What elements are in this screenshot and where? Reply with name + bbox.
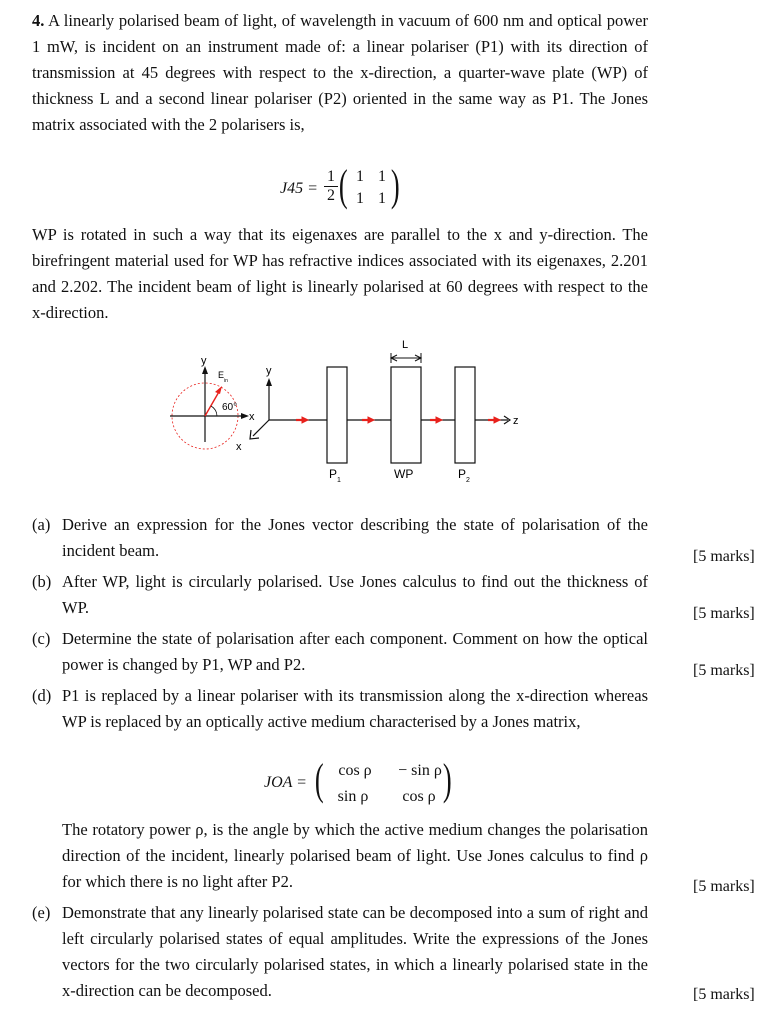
polariser-p1 — [327, 367, 347, 463]
part-a — [32, 512, 648, 564]
matrix-cell: 1 — [356, 168, 364, 185]
intro2-paragraph: WP is rotated in such a way that its eigenaxes are parallel to the x and y-direction. The birefringent material used for WP has refractive indices associated with its eigenaxes, 2.201 and 2.202. The incident beam of light is linearly polarised at 60 degrees with respect to the x-direction. — [32, 225, 648, 322]
intro-paragraph — [32, 8, 648, 138]
part-text: Demonstrate that any linearly polarised state can be decomposed into a sum of right and left circularly polarised states of equal amplitudes. Write the expressions of the Jones vectors for the two circularly polarised states, in which a linearly polarised state in the x-direction can be decomposed. — [62, 903, 648, 1000]
x-axis-2 — [253, 420, 269, 436]
matrix-joa-label: JOA = — [264, 774, 307, 791]
right-paren: ) — [390, 161, 400, 210]
p1-subscript: 1 — [337, 477, 341, 484]
marks-b: [5 marks] — [693, 605, 755, 622]
intro-text: A linearly polarised beam of light, of wavelength in vacuum of 600 nm and optical power 1 mW, is incident on an instrument made of: a linear polariser (P1) with its direction of transmission at 45 degrees with respect to the x-direction, a quarter-wave plate (WP) of thickness L and a second linear polariser (P2) oriented in the same way as P1. The Jones matrix associated with the 2 polarisers is, — [32, 11, 649, 134]
matrix-cell: 1 — [378, 190, 386, 207]
fraction-denominator: 2 — [324, 186, 338, 205]
part-text-2: The rotatory power ρ, is the angle by which the active medium changes the polarisation direction of the incident, linearly polarised beam of light. Use Jones calculus to find ρ for which there is no light after P2. — [62, 820, 648, 891]
part-label: (c) — [32, 629, 51, 648]
e-in-subscript: in — [224, 378, 228, 384]
p2-subscript: 2 — [466, 477, 470, 484]
y-axis-2-label: y — [266, 365, 272, 377]
part-label: (a) — [32, 515, 51, 534]
l-label: L — [402, 339, 409, 351]
part-text: Determine the state of polarisation after each component. Comment on how the optical power is changed by P1, WP and P2. — [62, 629, 648, 674]
matrix-cell: 1 — [356, 190, 364, 207]
y-axis-1-label: y — [201, 355, 207, 367]
matrix-cell: 1 — [378, 168, 386, 185]
y-axis-1-arrowhead — [202, 366, 208, 374]
angle-arc — [211, 406, 217, 416]
angle-label: 60° — [222, 402, 238, 413]
marks-e: [5 marks] — [693, 986, 755, 1003]
x-axis-1-arrowhead — [241, 413, 249, 419]
z-axis-label: z — [513, 415, 519, 427]
matrix-j45 — [280, 161, 420, 218]
y-axis-2-arrowhead — [266, 378, 272, 386]
matrix-cell: sin ρ — [337, 788, 369, 805]
matrix-cell: − sin ρ — [398, 762, 442, 779]
marks-d: [5 marks] — [693, 878, 755, 895]
left-paren: ( — [338, 161, 348, 210]
part-label: (d) — [32, 686, 52, 705]
beam-arrowhead — [436, 417, 442, 423]
x-axis-2-label: x — [236, 441, 242, 453]
wave-plate — [391, 367, 421, 463]
beam-arrowhead — [302, 417, 308, 423]
marks-a: [5 marks] — [693, 548, 755, 565]
beam-arrowhead — [494, 417, 500, 423]
fraction-numerator: 1 — [327, 168, 335, 185]
matrix-joa — [264, 755, 464, 812]
part-b — [32, 569, 648, 621]
part-label: (b) — [32, 572, 52, 591]
p2-label: P — [458, 467, 467, 481]
matrix-j45-label: J45 = — [280, 180, 318, 197]
part-text: Derive an expression for the Jones vector describing the state of polarisation of the incident beam. — [62, 515, 648, 560]
setup-diagram — [0, 330, 771, 500]
e-in-label: E — [218, 370, 225, 380]
part-label: (e) — [32, 903, 51, 922]
left-paren: ( — [314, 755, 324, 804]
matrix-cell: cos ρ — [338, 762, 372, 779]
part-text: After WP, light is circularly polarised. Use Jones calculus to find out the thickness of WP. — [62, 572, 648, 617]
matrix-cell: cos ρ — [402, 788, 436, 805]
polariser-p2 — [455, 367, 475, 463]
marks-c: [5 marks] — [693, 662, 755, 679]
beam-arrowhead — [368, 417, 374, 423]
wp-label: WP — [394, 467, 414, 481]
part-e — [32, 900, 648, 1010]
part-d — [32, 683, 648, 763]
e-in-vector — [205, 390, 220, 416]
p1-label: P — [329, 467, 338, 481]
part-c — [32, 626, 648, 678]
e-in-arrowhead — [215, 386, 222, 394]
matrix-j45-fraction — [324, 168, 338, 205]
right-paren: ) — [442, 755, 452, 804]
part-text: P1 is replaced by a linear polariser with its transmission along the x-direction whereas WP is replaced by an optically active medium characterised by a Jones matrix, — [62, 686, 648, 731]
part-d-continued — [32, 817, 648, 897]
x-axis-1-label: x — [249, 411, 255, 423]
question-number: 4. — [32, 11, 45, 30]
